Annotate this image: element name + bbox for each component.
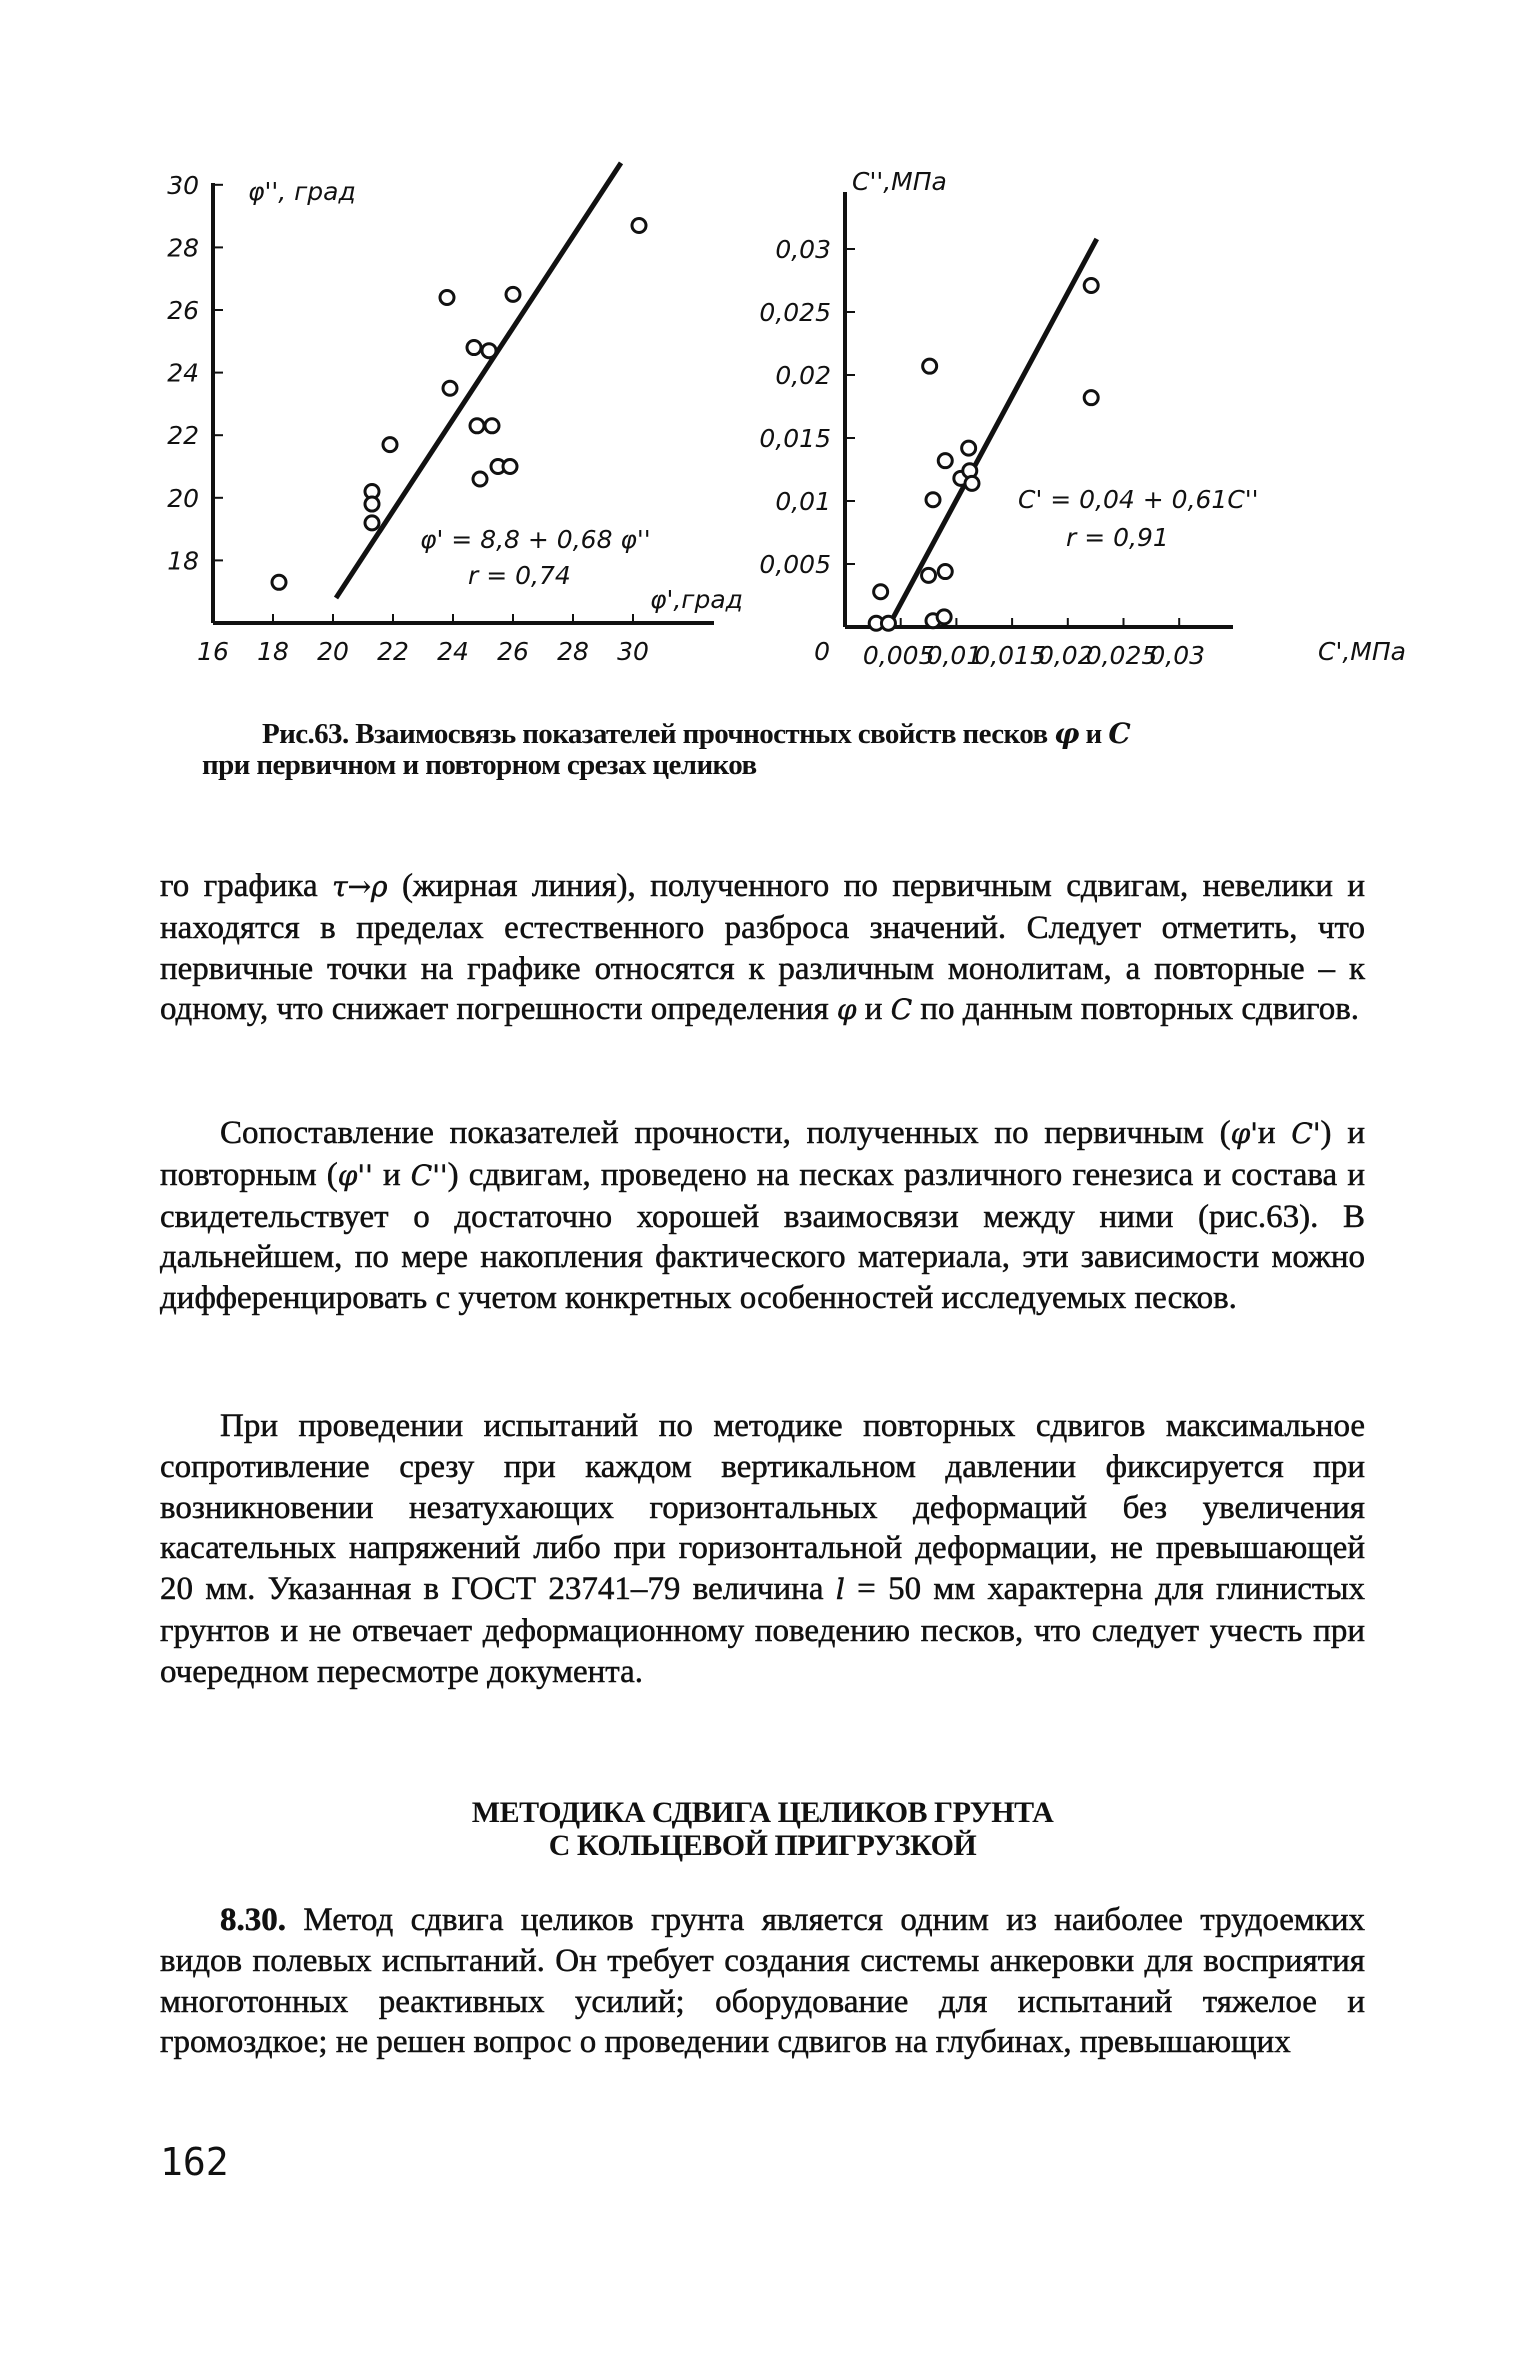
data-point xyxy=(938,565,952,579)
y-tick-label: 30 xyxy=(167,170,199,200)
x-tick-label: 24 xyxy=(437,637,469,666)
data-point xyxy=(470,419,484,433)
figure-63 xyxy=(0,0,1534,700)
y-tick-label: 0,025 xyxy=(759,298,831,327)
text: (жирная линия), полученного по первичным сдвигам, невелики и находятся в пределах естественного разброса значений. Следует отметить, что первичные точки на графике относятся к различным монолитам, а повторные – к одному, что снижает погрешности определения xyxy=(160,868,1365,1028)
data-point xyxy=(922,568,936,582)
data-point xyxy=(632,218,646,232)
data-point xyxy=(881,616,895,630)
paragraph-2 xyxy=(160,1113,1365,1319)
text: = 50 мм характерна для глинистых грунтов и не отвечает деформационному поведению песков, что следует учесть при очередном пересмотре документа. xyxy=(160,1571,1365,1690)
y-tick-label: 0,005 xyxy=(759,550,831,579)
paragraph-1 xyxy=(160,866,1365,1031)
data-point xyxy=(440,290,454,304)
x-tick-label: 0,01 xyxy=(926,641,983,670)
data-point xyxy=(506,287,520,301)
text: Сопоставление показателей прочности, полученных по первичным ( xyxy=(220,1115,1231,1151)
regression-line xyxy=(893,239,1097,618)
data-point xyxy=(1084,391,1098,405)
text: и xyxy=(372,1156,411,1193)
text: го графика xyxy=(160,868,333,904)
data-point xyxy=(965,476,979,490)
formula: l xyxy=(835,1573,845,1607)
y-tick-label: 26 xyxy=(167,296,199,325)
data-point xyxy=(467,341,481,355)
x-axis-label: C',МПа xyxy=(1318,637,1406,666)
data-point xyxy=(503,460,517,474)
y-tick-label: 18 xyxy=(167,546,199,576)
text: ) сдвигам, проведено на песках различного генезиса и состава и свидетельствует о достаточно хорошей взаимосвязи между ними (рис.63). В дальнейшем, по мере накопления фактического материала, эти зависимости можно дифференцировать с учетом конкретных особенностей исследуемых песков. xyxy=(160,1156,1365,1317)
right-chart-c xyxy=(759,167,1406,670)
data-point xyxy=(272,575,286,589)
page-number: 162 xyxy=(160,2140,229,2184)
formula: φ'' xyxy=(337,1158,373,1192)
data-point xyxy=(485,419,499,433)
y-tick-label: 0,02 xyxy=(775,361,831,390)
paragraph-3 xyxy=(160,1406,1365,1693)
section-number: 8.30. xyxy=(220,1902,286,1938)
heading-line-2: С КОЛЬЦЕВОЙ ПРИГРУЗКОЙ xyxy=(548,1829,977,1862)
equation: φ' = 8,8 + 0,68 φ'' xyxy=(420,525,651,554)
text: и xyxy=(1257,1115,1292,1151)
formula: τ→ρ xyxy=(332,870,388,903)
text: по данным повторных сдвигов. xyxy=(912,991,1360,1028)
data-point xyxy=(383,438,397,452)
data-point xyxy=(365,516,379,530)
x-tick-label: 0,015 xyxy=(974,641,1046,670)
heading-line-1: МЕТОДИКА СДВИГА ЦЕЛИКОВ ГРУНТА xyxy=(471,1796,1054,1829)
x-tick-label: 0,03 xyxy=(1149,641,1206,670)
data-point xyxy=(938,454,952,468)
y-tick-label: 28 xyxy=(167,233,199,263)
text: При проведении испытаний по методике повторных сдвигов максимальное сопротивление срезу при каждом вертикальном давлении фиксируется при возникновении незатухающих горизонтальных деформаций без увеличения касательных напряжений либо при горизонтальной деформации, не превышающей 20 мм. Указанная в ГОСТ 23741–79 величина xyxy=(160,1408,1365,1608)
figure-caption xyxy=(202,717,1362,781)
x-tick-label: 0,02 xyxy=(1037,641,1094,670)
x-axis-label: φ',град xyxy=(650,585,743,614)
y-tick-label: 0,015 xyxy=(759,424,831,453)
correlation-label: r = 0,74 xyxy=(468,561,571,590)
data-point xyxy=(1084,279,1098,293)
x-tick-label: 28 xyxy=(557,637,589,666)
data-point xyxy=(923,359,937,373)
caption-and: и xyxy=(1078,718,1109,750)
section-heading xyxy=(160,1796,1365,1862)
data-point xyxy=(962,441,976,455)
correlation-label: r = 0,91 xyxy=(1066,523,1169,552)
y-tick-label: 0,01 xyxy=(775,487,831,516)
data-point xyxy=(937,610,951,624)
formula: C' xyxy=(1291,1117,1321,1150)
x-tick-label: 26 xyxy=(497,637,529,666)
text: ) и повторным ( xyxy=(160,1115,1365,1193)
y-axis-label: C'',МПа xyxy=(852,167,947,196)
formula: φ' xyxy=(1230,1117,1258,1150)
formula: φ xyxy=(836,993,857,1027)
x-tick-label: 0,005 xyxy=(862,641,935,670)
paragraph-8-30 xyxy=(160,1900,1365,2063)
x-tick-label: 20 xyxy=(317,637,349,666)
data-point xyxy=(365,497,379,511)
formula: C xyxy=(890,993,913,1027)
data-point xyxy=(482,344,496,358)
x-tick-label: 0,025 xyxy=(1085,641,1158,670)
left-chart-phi xyxy=(167,163,743,666)
caption-line-2: при первичном и повторном срезах целиков xyxy=(202,749,757,781)
phi-symbol: φ xyxy=(1054,717,1079,750)
y-tick-label: 22 xyxy=(167,421,199,451)
text: Метод сдвига целиков грунта является одним из наиболее трудоемких видов полевых испытаний. Он требует создания системы анкеровки для восприятия многотонных реактивных усилий; оборудование для испытаний тяжелое и громоздкое; не решен вопрос о проведении сдвигов на глубинах, превышающих xyxy=(160,1902,1365,2061)
text: и xyxy=(856,991,891,1028)
x-tick-label: 16 xyxy=(197,637,229,666)
y-tick-label: 0,03 xyxy=(775,235,831,264)
y-tick-label: 24 xyxy=(167,358,199,388)
c-symbol: C xyxy=(1108,717,1131,750)
data-point xyxy=(926,493,940,507)
x-tick-label: 30 xyxy=(617,637,649,666)
equation: C' = 0,04 + 0,61C'' xyxy=(1018,485,1259,514)
formula: C'' xyxy=(410,1158,448,1192)
y-tick-label: 20 xyxy=(167,483,199,513)
y-axis-label: φ'', град xyxy=(248,177,356,206)
data-point xyxy=(443,381,457,395)
x-tick-label: 22 xyxy=(377,637,409,666)
x-tick-label: 18 xyxy=(257,637,289,666)
data-point xyxy=(874,585,888,599)
origin-label: 0 xyxy=(814,637,830,666)
caption-text: Рис.63. Взаимосвязь показателей прочностных свойств песков xyxy=(262,718,1048,750)
data-point xyxy=(473,472,487,486)
